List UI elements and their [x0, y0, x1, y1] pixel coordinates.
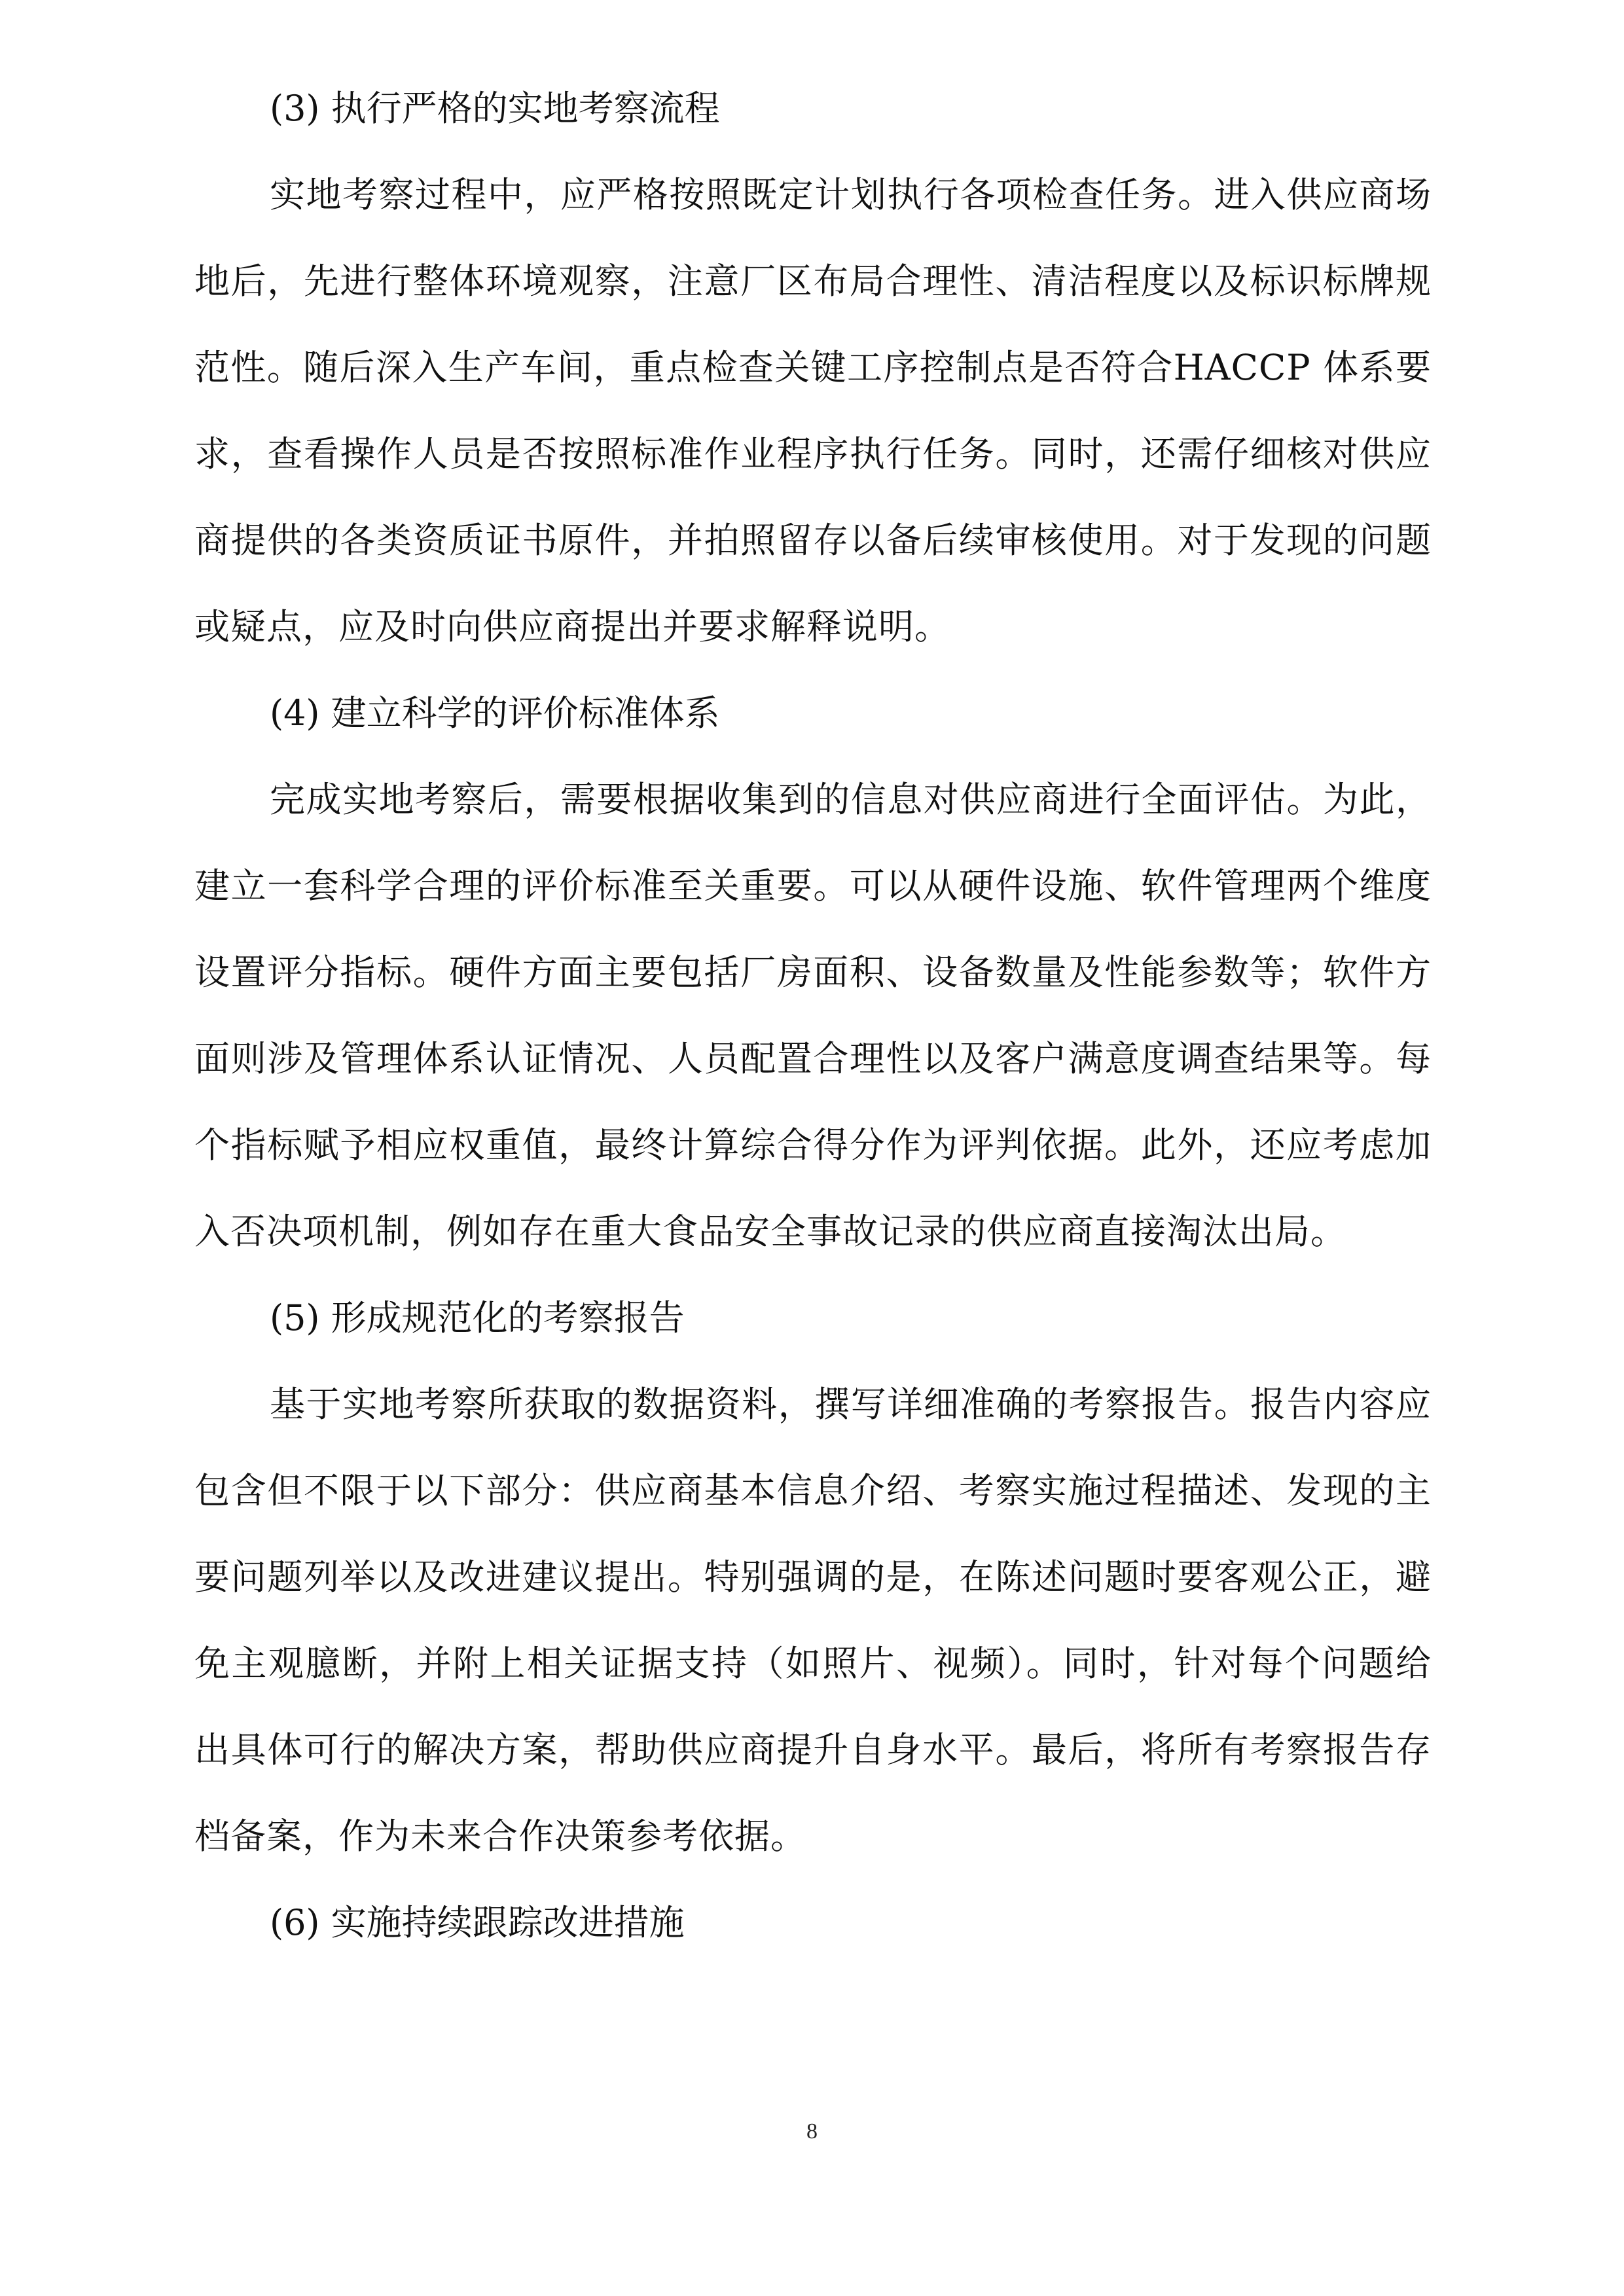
section-body-3: 实地考察过程中，应严格按照既定计划执行各项检查任务。进入供应商场地后，先进行整体环境观察，注意厂区布局合理性、清洁程度以及标识标牌规范性。随后深入生产车间，重点检查关键工序控制点是否符合HACCP 体系要求，查看操作人员是否按照标准作业程序执行任务。同时，还需仔细核对供应商提供的各类资质证书原件，并拍照留存以备后续审核使用。对于发现的问题或疑点，应及时向供应商提出并要求解释说明。 — [194, 174, 1432, 647]
section-heading-5: (5) 形成规范化的考察报告 — [270, 1297, 685, 1338]
page-content — [194, 65, 1432, 1966]
section-body-4: 完成实地考察后，需要根据收集到的信息对供应商进行全面评估。为此，建立一套科学合理的评价标准至关重要。可以从硬件设施、软件管理两个维度设置评分指标。硬件方面主要包括厂房面积、设备数量及性能参数等；软件方面则涉及管理体系认证情况、人员配置合理性以及客户满意度调查结果等。每个指标赋予相应权重值，最终计算综合得分作为评判依据。此外，还应考虑加入否决项机制，例如存在重大食品安全事故记录的供应商直接淘汰出局。 — [194, 779, 1432, 1252]
section-heading-4: (4) 建立科学的评价标准体系 — [270, 692, 720, 734]
section-body-5: 基于实地考察所获取的数据资料，撰写详细准确的考察报告。报告内容应包含但不限于以下部分：供应商基本信息介绍、考察实施过程描述、发现的主要问题列举以及改进建议提出。特别强调的是，在陈述问题时要客观公正，避免主观臆断，并附上相关证据支持（如照片、视频）。同时，针对每个问题给出具体可行的解决方案，帮助供应商提升自身水平。最后，将所有考察报告存档备案，作为未来合作决策参考依据。 — [194, 1384, 1432, 1857]
section-heading-3: (3) 执行严格的实地考察流程 — [270, 88, 720, 129]
page-number: 8 — [806, 2119, 818, 2144]
section-heading-6: (6) 实施持续跟踪改进措施 — [270, 1902, 685, 1943]
